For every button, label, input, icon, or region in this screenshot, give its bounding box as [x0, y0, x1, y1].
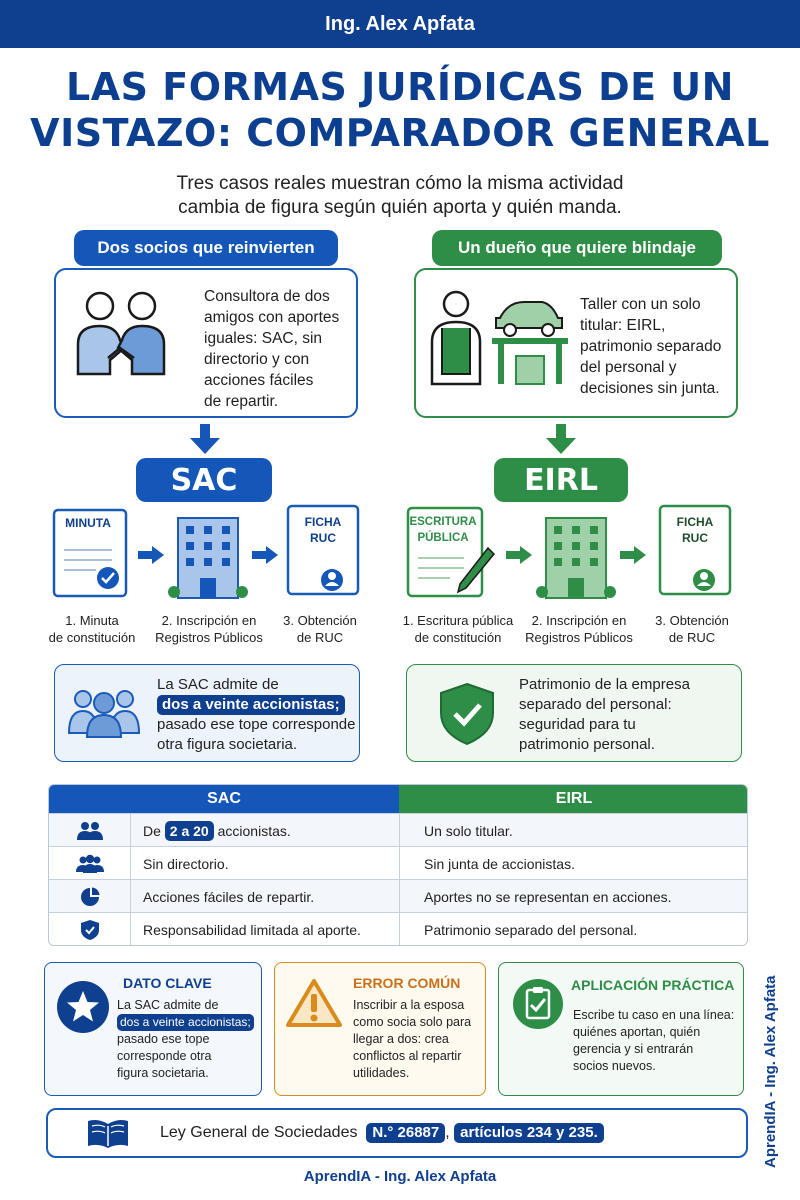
dato-clave-title: DATO CLAVE — [123, 975, 212, 991]
top-banner — [0, 0, 800, 48]
error-comun-card — [274, 962, 486, 1096]
table-header-sac: SAC — [49, 785, 399, 813]
law-number: N.° 26887 — [366, 1123, 445, 1143]
sac-info-text: La SAC admite de dos a veinte accionistas; pasado ese tope corresponde otra figura societaria. — [157, 676, 356, 753]
law-articles: artículos 234 y 235. — [454, 1123, 604, 1143]
aplicacion-practica-card — [498, 962, 744, 1096]
right-arrow-icon — [620, 546, 646, 564]
dato-clave-card — [44, 962, 262, 1096]
right-arrow-icon — [506, 546, 532, 564]
right-arrow-icon — [138, 546, 164, 564]
table-row: Sin directorio. Sin junta de accionistas. — [49, 846, 748, 879]
eirl-badge: EIRL — [494, 458, 628, 502]
eirl-info-text: Patrimonio de la empresa separado del personal: seguridad para tu patrimonio personal. — [519, 676, 690, 753]
page-subtitle — [100, 172, 700, 220]
sac-case-title: Dos socios que reinvierten — [74, 230, 338, 266]
sac-badge: SAC — [136, 458, 272, 502]
aplicacion-practica-text: Escribe tu caso en una línea: quiénes aportan, quién gerencia y si entrarán socios nuevos. — [573, 1008, 735, 1073]
ficha-ruc-label: FICHA RUC — [676, 515, 714, 545]
range-highlight: 2 a 20 — [165, 821, 214, 841]
subtitle-line-1: Tres casos reales muestran cómo la misma actividad — [176, 173, 624, 194]
side-credit: AprendIA - Ing. Alex Apfata — [762, 975, 779, 1168]
title-line-1: LAS FORMAS JURÍDICAS DE UN — [66, 65, 734, 109]
eirl-step-2: 2. Inscripción en Registros Públicos — [525, 613, 633, 645]
warning-icon — [285, 977, 343, 1029]
eirl-info-box — [406, 664, 742, 762]
registry-building-icon — [536, 512, 616, 602]
minuta-label: MINUTA — [65, 516, 111, 530]
law-text: Ley General de Sociedades N.° 26887 , artículos 234 y 235. — [160, 1123, 604, 1143]
mechanic-car-lift-icon — [428, 288, 568, 388]
people-group-icon — [67, 687, 141, 739]
pie-chart-icon — [79, 886, 101, 908]
shield-check-icon — [437, 681, 497, 747]
handshake-people-icon — [70, 286, 170, 378]
eirl-step-3: 3. Obtención de RUC — [655, 613, 729, 645]
sac-case-box — [54, 268, 358, 418]
eirl-case-text: Taller con un solo titular: EIRL, patrimonio separado del personal y decisiones sin junta. — [580, 296, 722, 397]
ficha-ruc-label: FICHA RUC — [304, 515, 342, 545]
table-row: Responsabilidad limitada al aporte. Patrimonio separado del personal. — [49, 912, 748, 945]
escritura-label: ESCRITURA PÚBLICA — [409, 516, 477, 544]
star-icon — [55, 979, 111, 1035]
table-row: Acciones fáciles de repartir. Aportes no se representan en acciones. — [49, 879, 748, 912]
eirl-case-box — [414, 268, 738, 418]
subtitle-line-2: cambia de figura según quién aporta y quién manda. — [178, 197, 622, 218]
dato-clave-text: La SAC admite de dos a veinte accionistas; pasado ese tope corresponde otra figura societaria. — [117, 997, 259, 1082]
book-icon — [86, 1118, 130, 1150]
table-row: De 2 a 20 accionistas. Un solo titular. — [49, 813, 748, 846]
people-icon — [76, 821, 104, 841]
title-line-2: VISTAZO: COMPARADOR GENERAL — [30, 111, 770, 155]
aplicacion-practica-title: APLICACIÓN PRÁCTICA — [571, 977, 735, 993]
sac-step-1: 1. Minuta de constitución — [48, 613, 136, 645]
registry-building-icon — [168, 512, 248, 602]
eirl-step-1: 1. Escritura pública de constitución — [402, 613, 514, 645]
group-icon — [76, 854, 104, 874]
sac-info-highlight: dos a veinte accionistas; — [157, 695, 345, 715]
error-comun-text: Inscribir a la esposa como socia solo para llegar a dos: crea conflictos al repartir utilidades. — [353, 998, 472, 1080]
table-header-eirl: EIRL — [399, 785, 748, 813]
right-arrow-icon — [252, 546, 278, 564]
sac-info-box — [54, 664, 360, 762]
law-reference — [46, 1108, 748, 1158]
shield-icon — [80, 919, 100, 941]
eirl-case-title: Un dueño que quiere blindaje — [432, 230, 722, 266]
sac-step-3: 3. Obtención de RUC — [283, 613, 357, 645]
author-name: Ing. Alex Apfata — [325, 12, 475, 35]
sac-case-text: Consultora de dos amigos con aportes iguales: SAC, sin directorio y con acciones fáciles de repartir. — [204, 288, 340, 410]
clipboard-check-icon — [511, 977, 565, 1031]
page-title — [20, 64, 780, 156]
sac-down-arrow-icon — [190, 424, 220, 454]
footer-credit: AprendIA - Ing. Alex Apfata — [303, 1168, 497, 1185]
comparison-table — [48, 784, 748, 946]
sac-step-2: 2. Inscripción en Registros Públicos — [155, 613, 263, 645]
eirl-down-arrow-icon — [546, 424, 576, 454]
error-comun-title: ERROR COMÚN — [353, 975, 461, 991]
